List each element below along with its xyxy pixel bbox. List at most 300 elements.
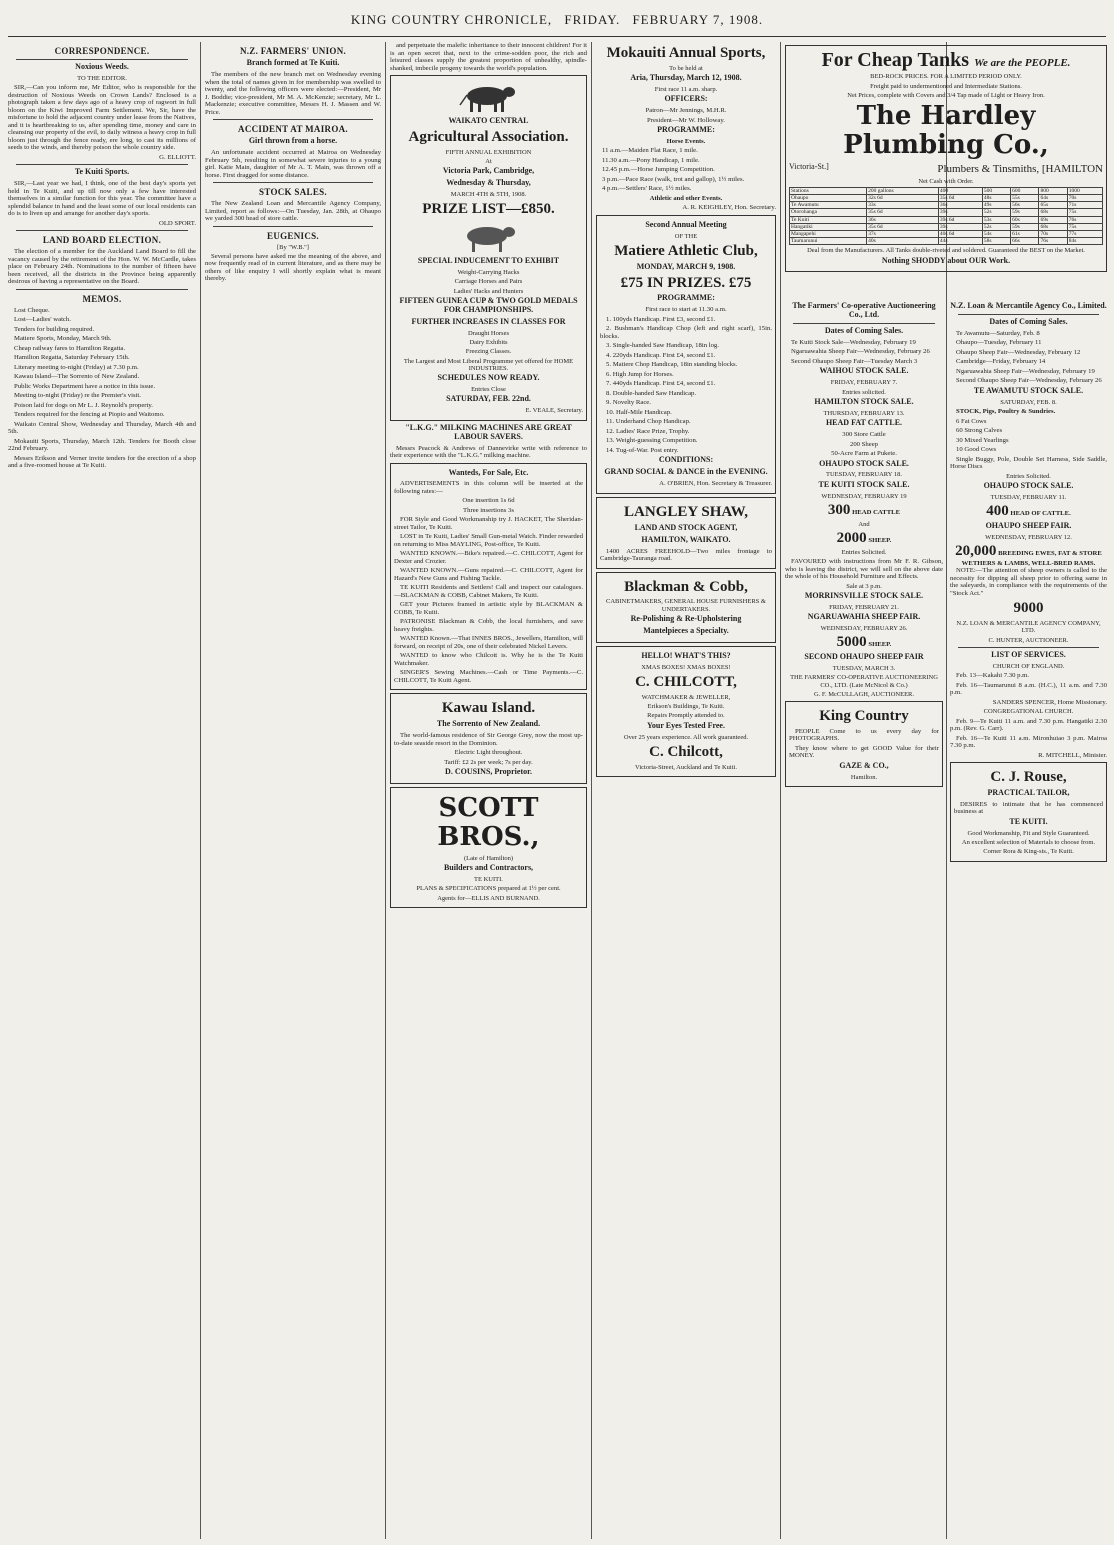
memo-item: Lost—Ladies' watch.	[14, 316, 71, 324]
nzl-sale: Cambridge—Friday, February 14	[956, 358, 1046, 366]
stock-sales-heading: STOCK SALES.	[259, 187, 327, 198]
table-cell: Hangatiki	[790, 223, 867, 230]
matiere-event: 14. Tug-of-War. Post entry.	[606, 446, 679, 454]
show-largest: The Largest and Most Liberal Programme yet offered for HOME INDUSTRIES.	[403, 357, 574, 372]
mokauiti-president: President—Mr W. Holloway.	[647, 116, 725, 124]
sports-signoff: OLD SPORT.	[158, 219, 196, 227]
eugenics-body: Several persons have asked me the meaning of the above, and now frequently read of in current literature, and as there may be others of like enquiry I will shortly explain what is meant thereby.	[205, 252, 381, 283]
tank-price-table	[789, 187, 1103, 245]
head-fat-cattle: HEAD FAT CATTLE.	[825, 418, 903, 428]
chilcott-repairs: Repairs Promptly attended to.	[647, 712, 725, 720]
show-prize-list: PRIZE LIST—£850.	[422, 201, 555, 218]
to-editor: TO THE EDITOR.	[77, 75, 127, 83]
nzl-cattle-line	[950, 503, 1107, 520]
wanteds-box	[390, 463, 587, 691]
table-cell: 37s	[867, 230, 939, 237]
sheep-total: 2000	[836, 530, 867, 547]
table-cell: Ohaupo	[790, 195, 867, 202]
nzl-sale: Te Awamutu—Saturday, Feb. 8	[956, 329, 1040, 337]
column-sports	[596, 42, 776, 1539]
chilcott-eyes: Your Eyes Tested Free.	[647, 720, 725, 730]
table-row	[790, 209, 1103, 216]
column-correspondence	[8, 42, 196, 1539]
rouse-sub: PRACTICAL TAILOR,	[987, 787, 1070, 797]
show-schedules: SCHEDULES NOW READY.	[437, 373, 540, 383]
rouse-body: DESIRES to intimate that he has commenced business at	[954, 800, 1103, 816]
show-days: Wednesday & Thursday,	[446, 178, 531, 188]
kawau-body: The world-famous residence of Sir George Grey, now the most up-to-date seaside resort in the Dominion.	[394, 732, 583, 747]
stock-item: 30 Mixed Yearlings	[956, 436, 1009, 444]
chilcott-place: Erikson's Buildings, Te Kuiti.	[647, 703, 725, 711]
classified-ad: SINGER'S Sewing Machines.—Cash or Time Payments.—C. CHILCOTT, Te Kuiti Agent.	[394, 669, 583, 684]
table-row	[790, 230, 1103, 237]
table-cell: 71s	[1067, 202, 1102, 209]
church-heading: CHURCH OF ENGLAND.	[992, 662, 1065, 670]
scott-plans: PLANS & SPECIFICATIONS prepared at 1½ per cent.	[416, 885, 561, 893]
kawau-title: Kawau Island.	[441, 700, 536, 717]
mokauiti-signed: A. R. KEIGHLEY, Hon. Secretary.	[682, 204, 776, 212]
classified-ad: WANTED KNOWN.—Bike's repaired.—C. CHILCOTT, Agent for Dexter and Crozier.	[394, 550, 583, 565]
table-cell: 35s 6d	[938, 195, 982, 202]
stock-item: 10 Good Cows	[956, 446, 997, 454]
matiere-programme: PROGRAMME:	[657, 293, 715, 303]
blackman-repolish: Re-Polishing & Re-Upholstering	[630, 613, 742, 623]
memo-item: Poison laid for dogs on Mr L. J. Reynold's property.	[14, 401, 153, 409]
sheep-label: SHEEP.	[868, 537, 892, 545]
divider	[958, 647, 1099, 648]
memo-item: Tenders required for the fencing at Piopio and Waitomo.	[14, 411, 165, 419]
fca-footer: THE FARMERS' CO-OPERATIVE AUCTIONEERING CO., LTD. (Late McNicol & Co.)	[790, 674, 938, 689]
chilcott-footer: C. Chilcott,	[649, 743, 723, 760]
stock-item: 6 Fat Cows	[956, 417, 987, 425]
chilcott-footer-address: Victoria-Street, Auckland and Te Kuiti.	[635, 763, 737, 771]
classified-ad: GET your Pictures framed in artistic style by BLACKMAN & COBB, Te Kuiti.	[394, 601, 583, 616]
memo-item: Kawau Island—The Sorrento of New Zealand.	[14, 373, 140, 381]
table-cell: 70s	[1039, 230, 1067, 237]
table-cell: 40s	[867, 238, 939, 245]
table-cell: Mangapehi	[790, 230, 867, 237]
matiere-secretary: A. O'BRIEN, Hon. Secretary & Treasurer.	[659, 480, 772, 488]
land-board-body: The election of a member for the Auckland Land Board to fill the vacancy caused by the retirement of the Hon. W. W. McCardle, takes place on February 24th. Nominations to the number of fifteen have been received, all the districts in the Province being apparently desirous of having a representative on the Board.	[8, 248, 196, 286]
table-cell: Taumarunui	[790, 238, 867, 245]
tanks-heading: For Cheap Tanks	[821, 49, 970, 71]
waikato-show-ad	[390, 75, 587, 421]
column-show	[390, 42, 587, 1539]
nzl-sale: Ngaruawahia Sheep Fair—Wednesday, February 19	[956, 367, 1095, 375]
table-cell: 36s	[938, 202, 982, 209]
nzl-cattle-count: 400	[986, 503, 1009, 520]
correspondence-heading: CORRESPONDENCE.	[54, 46, 150, 56]
accident-sub: Girl thrown from a horse.	[248, 136, 338, 146]
show-class: Weight-Carrying Hacks	[457, 269, 520, 277]
mokauiti-event: 12.45 p.m.—Horse Jumping Competition.	[602, 166, 715, 174]
eugenics-heading: EUGENICS.	[267, 230, 319, 241]
service-item: Feb. 16—Te Kuiti 11 a.m. Mironhuiao 3 p.m. Mairoa 7.30 p.m.	[950, 734, 1107, 749]
langley-heading: LANGLEY SHAW,	[624, 503, 748, 520]
gaze-people: PEOPLE Come to us every day for PHOTOGRAPHS.	[789, 727, 939, 743]
classified-ad: WANTED KNOWN.—Guns repaired.—C. CHILCOTT, Agent for Hazard's New Guns and Fishing Tackle.	[394, 567, 583, 582]
eugenics-continued: and perpetuate the malefic inheritance to their innocent children! For it is an open secret that, next to the crime-sodden poor, the rich and leisured classes supply the greatest proportion of unhealthy, spindle-shanked, imbecile progeny towards the world's population.	[390, 42, 587, 72]
matiere-ad	[596, 215, 776, 494]
mokauiti-patron: Patron—Mr Jennings, M.H.R.	[645, 107, 727, 115]
memo-item: Hamilton Regatta, Saturday February 15th.	[14, 354, 130, 362]
table-cell: 49s	[982, 202, 1010, 209]
memo-item: Meeting to-night (Friday) re the Premier's visit.	[14, 392, 141, 400]
waihou-heading: WAIHOU STOCK SALE.	[819, 366, 909, 376]
table-cell: 75s	[1067, 209, 1102, 216]
divider	[213, 119, 373, 120]
sheep-count: 200 Sheep	[849, 440, 879, 448]
blackman-title: Blackman & Cobb,	[624, 578, 748, 595]
show-class: Carriage Horses and Pairs	[454, 278, 523, 286]
nzl-ewes-label: BREEDING EWES, FAT & STORE WETHERS & LAMBS, WELL-BRED RAMS.	[961, 550, 1102, 567]
column-farmers-coop	[785, 300, 943, 1539]
ngaruawahia-heading: NGARUAWAHIA SHEEP FAIR.	[807, 612, 921, 622]
chilcott-title: C. CHILCOTT,	[635, 674, 737, 690]
hardley-title: The Hardley Plumbing Co.,	[843, 101, 1049, 161]
masthead-date: FEBRUARY 7, 1908.	[632, 12, 764, 27]
divider	[213, 182, 373, 183]
nzl-dates: Dates of Coming Sales.	[989, 316, 1068, 326]
tekuiti-heading: TE KUITI STOCK SALE.	[818, 479, 910, 489]
show-class: Freezing Classes.	[465, 348, 512, 356]
matiere-event: 13. Weight-guessing Competition.	[606, 437, 698, 445]
table-row	[790, 195, 1103, 202]
sale-time: Sale at 3 p.m.	[846, 582, 882, 590]
fca-heading: The Farmers' Co-operative Auctioneering Co., Ltd.	[792, 301, 936, 319]
matiere-event: 2. Bushman's Handicap Chop (left and right scarf), 15in. blocks.	[600, 325, 772, 340]
hamilton-heading: HAMILTON STOCK SALE.	[814, 396, 914, 406]
farmers-union-body: The members of the new branch met on Wednesday evening when the total of names given in for membership was swelled to twenty, and the following officers were elected:—President, Mr J. Boddie; vice-president, Mr M. A. McKenzie; secretary, Mr L. Mackenzie; executive committee, Messrs H. J. Massen and W. Price.	[205, 71, 381, 116]
table-cell: 40s 6d	[938, 230, 982, 237]
service-item: Feb. 16—Taumarunui 8 a.m. (H.C.), 11 a.m. and 7.30 p.m.	[950, 681, 1107, 697]
masthead-day: FRIDAY.	[564, 12, 621, 27]
hardley-shoddy: Nothing SHODDY about OUR Work.	[881, 255, 1011, 265]
letter-body: SIR,—Can you inform me, Mr Editor, who is responsible for the destruction of Noxious Weeds on Crown Lands? Enclosed is a photograph taken a few days ago of a heavy crop of ragwort in full bloom on the Kiwi Improved Farm Settlement. We, Sir, have the misfortune to hold the adjacent country under lease from the Natives, and it is heartbreaking to us, after spending time, money and care in cleansing our property of the evil, to daily witness a heavy crop in full bloom just through the fence ready, ere long, to cast its millions of seeds to the winds, and thereby poison the whole country side.	[8, 84, 196, 152]
kawau-ad	[390, 693, 587, 783]
tekuiti-date: WEDNESDAY, FEBRUARY 19	[821, 492, 907, 500]
table-cell: 59s	[1011, 209, 1039, 216]
matiere-event: 1. 100yds Handicap. First £3, second £1.	[606, 315, 716, 323]
classified-ad: LOST in Te Kuiti, Ladies' Small Gun-metal Watch. Finder rewarded on returning to Miss MAYLING, Post-office, Te Kuiti.	[394, 533, 583, 548]
sports-body: SIR,—Last year we had, I think, one of the best day's sports yet held in Te Kuiti, and up till now only a few have interested themselves in a similar function for this year. The committee have a splendid balance in hand and the least some of our local residents can do is to liven up and arrange for another day's sports.	[8, 180, 196, 218]
matiere-event: 12. Ladies' Race Prize, Trophy.	[606, 427, 690, 435]
lkg-heading: "L.K.G." MILKING MACHINES ARE GREAT LABOUR SAVERS.	[405, 422, 572, 441]
tanks-tag: We are the PEOPLE.	[974, 57, 1071, 69]
table-row	[790, 223, 1103, 230]
stock-item: Single Buggy, Pole, Double Set Harness, Side Saddle, Horse Discs	[950, 455, 1107, 471]
matiere-prizes: £75 IN PRIZES. £75	[620, 274, 752, 291]
show-place: Victoria Park, Cambridge,	[442, 166, 535, 176]
show-class: Dairy Exhibits	[469, 339, 508, 347]
chilcott-hello: HELLO! WHAT'S THIS?	[641, 650, 731, 660]
show-class: Draught Horses	[468, 329, 509, 337]
awamutu-date: SATURDAY, FEB. 8.	[1000, 398, 1057, 406]
table-cell: Te Awamutu	[790, 202, 867, 209]
blackman-mantel: Mantelpieces a Specialty.	[643, 625, 729, 635]
matiere-of: OF THE	[674, 232, 698, 240]
entries-solicited: Entries solicited.	[842, 388, 886, 396]
table-cell: 48s	[982, 195, 1010, 202]
stock-sales-body: The New Zealand Loan and Mercantile Agency Company, Limited, report as follows:—On Tuesday, Jan. 28th, at Ohaupo we yarded 300 head of store cattle.	[205, 200, 381, 223]
table-header: 400	[938, 187, 982, 194]
cattle-count: 300	[827, 501, 851, 518]
show-guinea: FIFTEEN GUINEA CUP & TWO GOLD MEDALS FOR CHAMPIONSHIPS.	[399, 296, 578, 314]
matiere-event: 11. Underhand Chop Handicap.	[606, 418, 691, 426]
letter-signoff: G. ELLIOTT.	[159, 153, 196, 161]
table-cell: 61s	[1011, 230, 1039, 237]
table-cell: 58s	[982, 238, 1010, 245]
gaze-place: Hamilton.	[850, 773, 878, 781]
table-cell: 33s	[867, 202, 939, 209]
mokauiti-event: 11 a.m.—Maiden Flat Race, 1 mile.	[602, 147, 698, 155]
blackman-sub: CABINETMAKERS, GENERAL HOUSE FURNISHERS & UNDERTAKERS.	[606, 598, 766, 613]
table-cell: 39s	[938, 223, 982, 230]
matiere-event: 3. Single-handed Saw Handicap, 18in log.	[606, 342, 719, 350]
table-cell: 56s	[1011, 202, 1039, 209]
matiere-event: 4. 220yds Handicap. First £4, second £1.	[606, 351, 716, 359]
service-item: Feb. 9—Te Kuiti 11 a.m. and 7.30 p.m. Hangatiki 2.30 p.m. (Rev. G. Carr).	[950, 717, 1107, 732]
table-cell: 36s	[867, 216, 939, 223]
table-cell: 59s	[1011, 223, 1039, 230]
langley-sub: LAND AND STOCK AGENT,	[634, 522, 738, 532]
congregational-heading: CONGREGATIONAL CHURCH.	[983, 708, 1074, 716]
table-cell: 39s	[938, 209, 982, 216]
matiere-conditions: CONDITIONS:	[658, 455, 714, 465]
chilcott-xmas: XMAS BOXES! XMAS BOXES!	[641, 663, 731, 671]
accident-body: An unfortunate accident occurred at Mairoa on Wednesday February 5th, resulting in somewhat severe injuries to a young girl. Katie Main, daughter of Mr A. T. Main, was thrown off a horse. First dragged for some distance.	[205, 149, 381, 179]
langley-place: HAMILTON, WAIKATO.	[641, 534, 731, 544]
ohaupo-date: TUESDAY, FEBRUARY 18.	[826, 471, 902, 479]
acre-farm: 50-Acre Farm at Pukete.	[831, 450, 897, 458]
mokauiti-event: 4 p.m.—Settlers' Race, 1½ miles.	[602, 185, 692, 193]
mokauiti-date: Aria, Thursday, March 12, 1908.	[630, 73, 742, 83]
table-cell: 66s	[1011, 238, 1039, 245]
column-rule	[591, 42, 592, 1539]
show-class: Ladies' Hacks and Hunters	[453, 287, 524, 295]
memo-item: Tenders for building required.	[14, 325, 95, 333]
table-header: 800	[1039, 187, 1067, 194]
hardley-line	[789, 163, 1103, 175]
morrinsville-heading: MORRINSVILLE STOCK SALE.	[804, 590, 924, 600]
blackman-cobb-ad	[596, 572, 776, 643]
classified-ad: PATRONISE Blackman & Cobb, the local furnishers, and save heavy freights.	[394, 618, 583, 633]
matiere-event: 10. Half-Mile Handicap.	[606, 408, 672, 416]
farmers-union-sub: Branch formed at Te Kuiti.	[246, 58, 340, 68]
kawau-proprietor: D. COUSINS, Proprietor.	[445, 766, 532, 776]
table-cell: 76s	[1067, 216, 1102, 223]
hardley-plumbers: Plumbers & Tinsmiths, [HAMILTON	[937, 163, 1103, 176]
matiere-event: 7. 440yds Handicap. First £4, second £1.	[606, 380, 716, 388]
masthead-paper: KING COUNTRY CHRONICLE,	[350, 12, 553, 27]
service-item: Feb. 13—Kakahi 7.30 p.m.	[956, 672, 1029, 680]
table-row	[790, 216, 1103, 223]
table-cell: 77s	[1067, 230, 1102, 237]
second-ohaupo-date: TUESDAY, MARCH 3.	[832, 665, 896, 673]
tanks-prices: BED-ROCK PRICES. FOR A LIMITED PERIOD ONLY.	[870, 73, 1022, 81]
memo-item: Messrs Erikson and Verner invite tenders for the erection of a shop and a five-roomed house at Te Kuiti.	[8, 454, 196, 470]
langley-body: 1400 ACRES FREEHOLD—Two miles frontage to Cambridge-Tauranga road.	[600, 547, 772, 563]
nzl-ohaupo-date: TUESDAY, FEBRUARY 11.	[990, 493, 1067, 501]
mokauiti-event: 3 p.m.—Pace Race (walk, trot and gallop), 1½ miles.	[602, 175, 745, 183]
show-increases: FURTHER INCREASES IN CLASSES FOR	[411, 316, 566, 326]
fca-sale: Ngaruawahia Sheep Fair—Wednesday, February 26	[791, 348, 930, 356]
table-cell: 84s	[1067, 238, 1102, 245]
divider	[16, 230, 188, 231]
table-cell: 55s	[1011, 195, 1039, 202]
mokauiti-sub: To be held at	[669, 64, 703, 72]
column-farmers-union	[205, 42, 381, 1539]
divider	[16, 59, 188, 60]
table-cell: 69s	[1039, 216, 1067, 223]
table-row	[790, 202, 1103, 209]
divider	[213, 226, 373, 227]
show-at: At	[485, 158, 492, 166]
table-cell: 54s	[982, 230, 1010, 237]
memo-item: Lost Cheque.	[14, 306, 50, 314]
memos-list	[8, 307, 196, 470]
kawau-sub: The Sorrento of New Zealand.	[436, 719, 541, 729]
scott-bros-ad	[390, 787, 587, 908]
entries-solicited: Entries Solicited.	[841, 548, 887, 556]
fca-sale: Second Ohaupo Sheep Fair—Tuesday March 3	[791, 357, 918, 365]
mokauiti-athletic: Athletic and other Events.	[649, 194, 723, 202]
rouse-title: C. J. Rouse,	[990, 769, 1067, 785]
nzl-cattle-label: HEAD OF CATTLE.	[1010, 510, 1071, 518]
table-header: 500	[982, 187, 1010, 194]
matiere-date: MONDAY, MARCH 9, 1908.	[636, 261, 736, 271]
noxious-weeds-heading: Noxious Weeds.	[75, 62, 129, 72]
and-label: And	[858, 520, 870, 528]
table-cell: 68s	[1039, 209, 1067, 216]
sports-heading: Te Kuiti Sports.	[74, 167, 130, 177]
cattle-label: HEAD CATTLE	[852, 508, 901, 516]
mokauiti-horse: Horse Events.	[666, 138, 706, 146]
table-cell: 70s	[1067, 195, 1102, 202]
morrinsville-date: FRIDAY, FEBRUARY 21.	[829, 603, 899, 611]
mokauiti-programme: PROGRAMME:	[657, 125, 715, 135]
divider	[958, 314, 1099, 315]
fca-auctioneer: G. F. McCULLAGH, AUCTIONEER.	[813, 690, 915, 698]
memo-item: Matiere Sports, Monday, March 9th.	[14, 335, 112, 343]
mokauiti-heading: Mokauiti Annual Sports,	[606, 45, 766, 61]
scott-title: SCOTT BROS.,	[437, 792, 540, 852]
show-dates: MARCH 4TH & 5TH, 1908.	[450, 191, 527, 199]
chilcott-sub: WATCHMAKER & JEWELLER,	[641, 693, 731, 701]
nzl-ohaupo-heading: OHAUPO STOCK SALE.	[983, 480, 1074, 490]
chilcott-experience: Over 25 years experience. All work guaranteed.	[623, 733, 749, 741]
mokauiti-first-race: First race 11 a.m. sharp.	[654, 86, 718, 94]
gaze-name: GAZE & CO.,	[839, 760, 889, 770]
scott-sub: (Late of Hamilton)	[463, 854, 514, 862]
show-special: SPECIAL INDUCEMENT TO EXHIBIT	[417, 256, 560, 266]
table-cell: 76s	[1039, 238, 1067, 245]
table-cell: 32s 6d	[867, 195, 939, 202]
tanks-freight: Freight paid to undermentioned and Intermediate Stations.	[870, 82, 1022, 90]
hardley-victoria: Victoria-St.]	[789, 162, 829, 172]
nzl-heading: N.Z. Loan & Mercantile Agency Co., Limited.	[950, 301, 1107, 310]
services-heading: LIST OF SERVICES.	[991, 650, 1066, 660]
cattle-line	[785, 502, 943, 519]
memo-item: Cheap railway fares to Hamilton Regatta.	[14, 344, 126, 352]
accident-heading: ACCIDENT AT MAIROA.	[238, 124, 348, 135]
lkg-body: Messrs Peacock & Andrews of Dannevirke write with reference to their experience with the "L.K.G." milking machine.	[390, 444, 587, 460]
table-header: 1000	[1067, 187, 1102, 194]
show-entries-date: SATURDAY, FEB. 22nd.	[446, 394, 531, 404]
column-rule	[780, 42, 781, 1539]
table-cell: 52s	[982, 223, 1010, 230]
table-header: 600	[1011, 187, 1039, 194]
memo-item: Mokauiti Sports, Thursday, March 12th. Tenders for Booth close 22nd February.	[8, 437, 196, 453]
table-cell: 52s	[982, 209, 1010, 216]
kawau-tariff: Tariff: £2 2s per week; 7s per day.	[444, 758, 533, 766]
memo-item: Waikato Central Show, Wednesday and Thursday, March 4th and 5th.	[8, 420, 196, 436]
nzl-fair-date: WEDNESDAY, FEBRUARY 12.	[985, 533, 1072, 541]
langley-shaw-ad	[596, 497, 776, 569]
show-sub: FIFTH ANNUAL EXHIBITION	[445, 148, 532, 156]
memo-item: Literary meeting to-night (Friday) at 7.30 p.m.	[14, 363, 139, 371]
table-cell: Te Kuiti	[790, 216, 867, 223]
tanks-net: Net Prices, complete with Covers and 3/4 Tap made of Light or Heavy Iron.	[847, 91, 1045, 99]
service-minister: SANDERS SPENCER, Home Missionary.	[992, 698, 1107, 706]
favoured-body: FAVOURED with instructions from Mr F. R. Gibson, who is leaving the district, we will sell on the above date the whole of his Household Furniture and Effects.	[785, 558, 943, 581]
nzl-auctioneer: C. HUNTER, AUCTIONEER.	[988, 636, 1069, 644]
awamutu-heading: TE AWAMUTU STOCK SALE.	[973, 385, 1084, 395]
column-rule	[200, 42, 201, 1539]
cow-icon	[454, 221, 524, 255]
rouse-good: Good Workmanship, Fit and Style Guaranteed.	[967, 829, 1090, 837]
table-row	[790, 238, 1103, 245]
divider	[793, 323, 935, 324]
memos-heading: MEMOS.	[82, 293, 122, 304]
fca-dates: Dates of Coming Sales.	[824, 325, 904, 335]
wanteds-rate: Three insertions 3s	[463, 506, 514, 514]
matiere-event: 8. Double-handed Saw Handicap.	[606, 389, 697, 397]
table-cell: 75s	[1067, 223, 1102, 230]
gaze-king: King Country	[819, 708, 909, 725]
show-entries: Entries Close	[471, 386, 506, 394]
second-ohaupo-heading: SECOND OHAUPO SHEEP FAIR	[804, 652, 924, 662]
matiere-event: 6. High Jump for Horses.	[606, 370, 674, 378]
wanteds-rate: One insertion 1s 6d	[462, 497, 515, 505]
wanteds-rates: ADVERTISEMENTS in this column will be inserted at the following rates:—	[394, 480, 583, 495]
nzl-sale: Ohaupo Sheep Fair—Wednesday, February 12	[956, 348, 1081, 356]
matiere-first: First race to start at 11.30 a.m.	[645, 306, 727, 314]
show-secretary: E. VEALE, Secretary.	[525, 407, 583, 415]
farmers-union-heading: N.Z. FARMERS' UNION.	[239, 46, 347, 56]
service-minister: R. MITCHELL, Minister.	[1038, 751, 1107, 759]
nzl-fair-heading: OHAUPO SHEEP FAIR.	[985, 520, 1072, 530]
mokauiti-officers: OFFICERS:	[664, 94, 708, 104]
matiere-heading: Second Annual Meeting	[645, 219, 727, 229]
nzl-sale: Second Ohaupo Sheep Fair—Wednesday, February 26	[956, 377, 1102, 385]
bull-icon	[454, 81, 524, 115]
masthead	[0, 0, 1114, 40]
ngaruawahia-date: WEDNESDAY, FEBRUARY 26.	[820, 625, 908, 633]
table-cell: 60s	[1011, 216, 1039, 223]
nzl-nine: 9000	[1013, 600, 1044, 617]
memo-item: Public Works Department have a notice in this issue.	[14, 382, 156, 390]
scott-trade: Builders and Contractors,	[443, 863, 534, 873]
column-loan-mercantile	[950, 300, 1107, 1539]
divider	[16, 164, 188, 165]
table-cell: 44s	[938, 238, 982, 245]
stock-items-heading: STOCK, Pigs, Poultry & Sundries.	[956, 408, 1056, 416]
table-cell: 53s	[982, 216, 1010, 223]
table-header: 200 gallons	[867, 187, 939, 194]
show-association-name: WAIKATO CENTRAL	[448, 116, 529, 125]
entries-solicited: Entries Solicited.	[1006, 472, 1051, 480]
